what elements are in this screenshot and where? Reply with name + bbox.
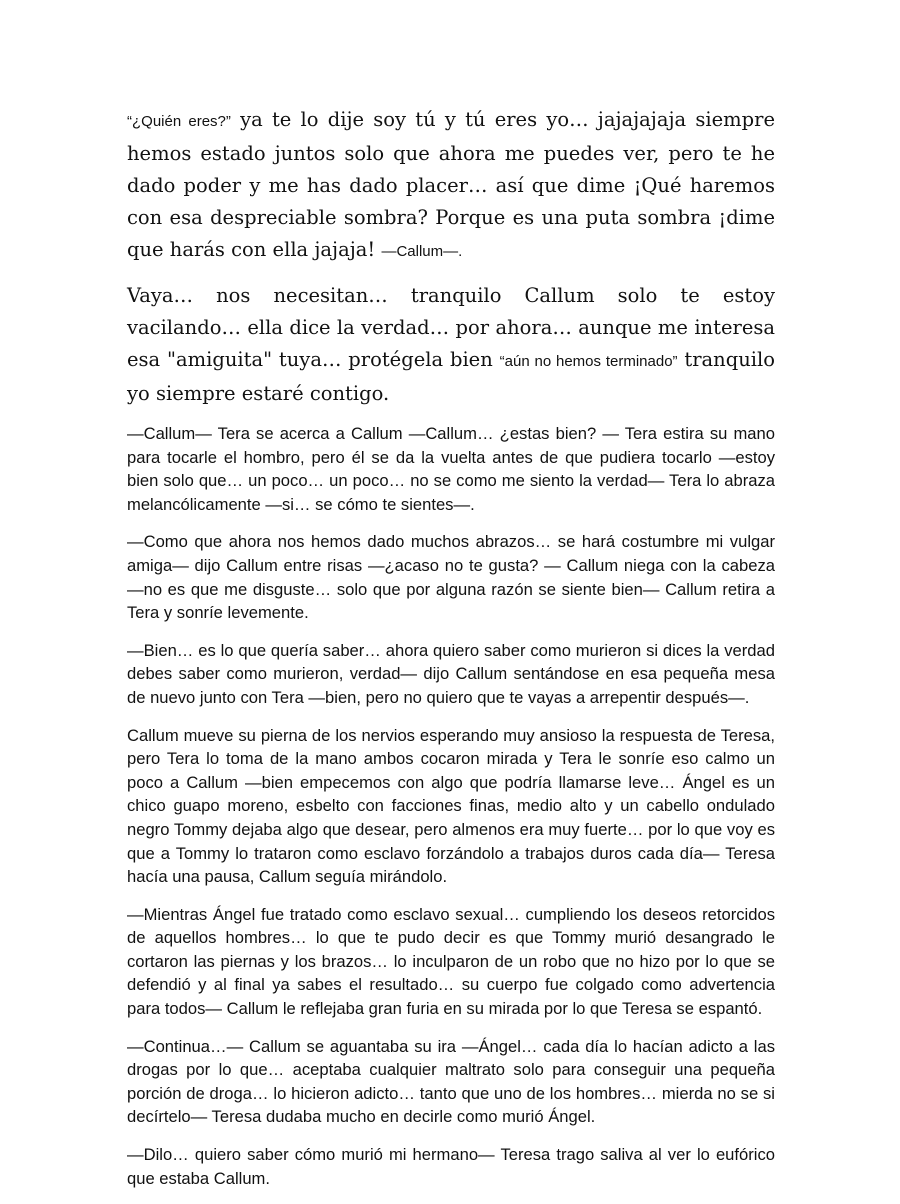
inner-voice-paragraph-2 <box>127 280 775 410</box>
body-paragraph: —Como que ahora nos hemos dado muchos abrazos… se hará costumbre mi vulgar amiga— dijo Callum entre risas —¿acaso no te gusta? — Callum niega con la cabeza —no es que me disguste… solo que por alguna razón se siente bien— Callum retira a Tera y sonríe levemente. <box>127 532 775 623</box>
body-paragraph: —Bien… es lo que quería saber… ahora quiero saber como murieron si dices la verdad debes saber como murieron, verdad— dijo Callum sentándose en esa pequeña mesa de nuevo junto con Tera —bien, pero no quiero que te vayas a arrepentir después—. <box>127 640 775 707</box>
body-paragraph: —Continua…— Callum se aguantaba su ira —Ángel… cada día lo hacían adicto a las drogas por lo que… aceptaba cualquier maltrato solo para conseguir una pequeña porción de droga… lo hicieron adicto… tanto que uno de los hombres… mierda no se si decírtelo— Teresa dudaba mucho en decirle como murió Ángel. <box>127 1036 775 1127</box>
body-paragraph: —Dilo… quiero saber cómo murió mi hermano— Teresa trago saliva al ver lo eufórico que estaba Callum. <box>127 1145 775 1188</box>
quoted-phrase: “aún no hemos terminado” <box>499 353 678 370</box>
speaker-tag: —Callum—. <box>381 243 463 260</box>
body-paragraph: Callum mueve su pierna de los nervios esperando muy ansioso la respuesta de Teresa, pero Tera lo toma de la mano ambos cocaron mirada y Tera le sonríe eso calmo un poco a Callum —bien empecemos con algo que podría llamarse leve… Ángel es un chico guapo moreno, esbelto con facciones finas, medio alto y un cabello ondulado negro Tommy dejaba algo que desear, pero almenos era muy fuerte… por lo que voy es que a Tommy lo trataron como esclavo forzándolo a trabajos duros cada día— Teresa hacía una pausa, Callum seguía mirándolo. <box>127 725 775 887</box>
body-paragraph: —Callum— Tera se acerca a Callum —Callum… ¿estas bien? — Tera estira su mano para tocarle el hombro, pero él se da la vuelta antes de que pudiera tocarlo —estoy bien solo que… un poco… un poco… no se como me siento la verdad— Tera lo abraza melancólicamente —si… se cómo te sientes—. <box>127 424 775 514</box>
inner-voice-text: ya te lo dije soy tú y tú eres yo… jajajajaja siempre hemos estado juntos solo que ahora me puedes ver, pero te he dado poder y me has dado placer… así que dime ¡Qué haremos con esa despreciable sombra? Porque es una puta sombra ¡dime que harás con ella jajaja! <box>127 108 775 261</box>
inner-voice-paragraph-1 <box>127 104 775 268</box>
inner-voice-text-end: tranquilo yo siempre estaré contigo. <box>127 348 775 405</box>
inner-voice-text: Vaya… nos necesitan… tranquilo Callum solo te estoy vacilando… ella dice la verdad… por ahora… aunque me interesa esa "amiguita" tuya… protégela bien <box>127 284 775 371</box>
body-paragraph: —Mientras Ángel fue tratado como esclavo sexual… cumpliendo los deseos retorcidos de aquellos hombres… lo que te pudo decir es que Tommy murió desangrado le cortaron las piernas y los brazos… lo inculparon de un robo que no hizo por lo que se defendió y al final ya sabes el resultado… su cuerpo fue colgado como advertencia para todos— Callum le reflejaba gran furia en su mirada por lo que Teresa se espantó. <box>127 904 775 1019</box>
book-page <box>127 104 775 1204</box>
quoted-question: “¿Quién eres?” <box>127 113 231 130</box>
